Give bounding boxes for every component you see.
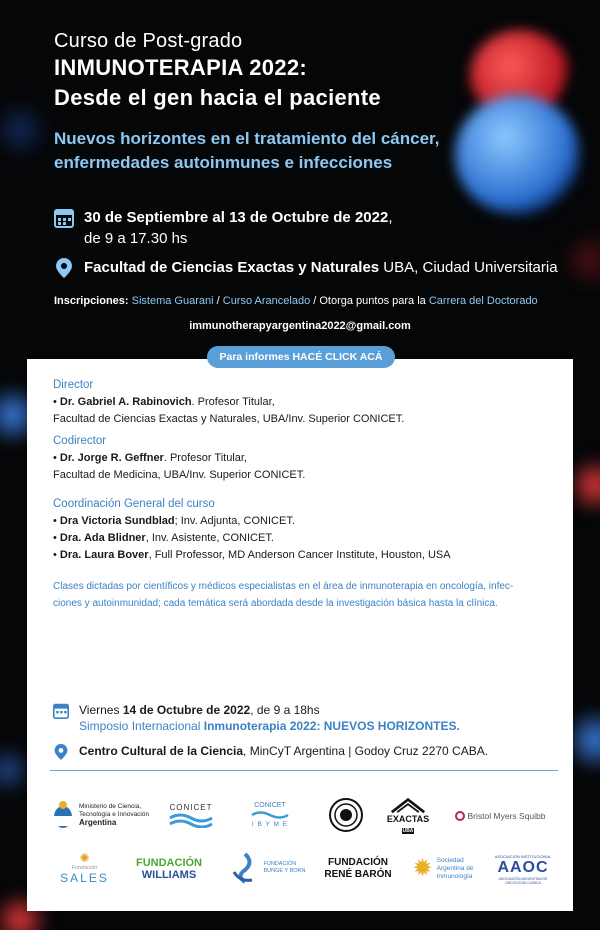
- aaoc-logo: [490, 852, 556, 886]
- symposium-name-bold: Inmunoterapia 2022: NUEVOS HORIZONTES.: [203, 719, 460, 733]
- closing-bold: L. Glimcher: [426, 660, 482, 671]
- venue-rest: , MinCyT Argentina | Godoy Cruz 2270 CABA.: [243, 744, 489, 758]
- symposium-name-pre: Simposio Internacional: [79, 719, 204, 733]
- contact-email[interactable]: immunotherapyargentina2022@gmail.com: [189, 320, 411, 332]
- dates-line2: de 9 a 17.30 hs: [84, 230, 188, 247]
- closing-text: (USA),: [481, 660, 515, 671]
- codirector-label: Codirector: [53, 435, 107, 447]
- sun-icon: ✺: [79, 851, 90, 865]
- symposium-date-post: , de 9 a 18hs: [250, 703, 320, 717]
- aaoc-sub: ASOCIACIÓN ARGENTINA DE ONCOLOGÍA CLÍNICA: [498, 876, 548, 885]
- venue-bold: Centro Cultural de la Ciencia: [79, 744, 244, 758]
- insc-label: Inscripciones:: [54, 295, 132, 307]
- location-row: [54, 257, 558, 279]
- member-name: Dra. Ada Blidner: [59, 532, 146, 544]
- classes-line2: ciones y autoinmunidad; cada temática será abordada desde la investigación básica hasta la clínica.: [53, 597, 498, 609]
- aaoc-text: AAOC: [497, 858, 549, 876]
- coordination-member: • Dra. Laura Bover, Full Professor, MD Anderson Cancer Institute, Houston, USA: [53, 549, 451, 561]
- closing-bold: S. Amigorena: [314, 660, 379, 671]
- conicet-waves-icon: [168, 812, 214, 828]
- member-name: Dra. Laura Bover: [59, 549, 149, 561]
- symposium-date-bold: 14 de Octubre de 2022: [122, 703, 251, 717]
- codirector-section: Codirector • Dr. Jorge R. Geffner. Profesor Titular, Facultad de Medicina, UBA/Inv. Superior CONICET.: [53, 433, 305, 484]
- conicet-ibyme-logo: [234, 797, 306, 833]
- closing-bold: Allison: [53, 660, 87, 671]
- coordination-section: [53, 496, 451, 564]
- bms-logo: [450, 808, 550, 824]
- closing-text: Como cierre del curso se invita a los alumnos al: [53, 627, 269, 638]
- classes-paragraph: [53, 579, 547, 612]
- baron-l1: FUNDACIÓN: [328, 857, 388, 868]
- closing-text: (USA; Premio Nobel Medicina),: [86, 660, 231, 671]
- calendar-icon: [54, 207, 74, 229]
- blue-cell-blob-2: [0, 100, 50, 160]
- location-pin-icon: [54, 257, 74, 279]
- saic-logo: [402, 852, 484, 886]
- info-button[interactable]: Para informes HACÉ CLICK ACÁ: [207, 346, 395, 368]
- ibyme-text: I B Y M E: [251, 821, 289, 828]
- closing-text: con la presencia de destacados científicos internacionales como los: [145, 643, 452, 655]
- dates-comma: ,: [388, 209, 393, 226]
- insc-sep2: / Otorga puntos para la: [310, 295, 429, 307]
- closing-bold: I. Melero: [166, 676, 208, 688]
- exactas-sub: UBA: [402, 828, 414, 834]
- member-role: ; Inv. Adjunta, CONICET.: [174, 515, 295, 527]
- closing-bold: Simposio internacional: Inmunoterapia 2022:: [268, 627, 482, 638]
- ibyme-waves-icon: [250, 809, 290, 821]
- closing-text: (España).: [207, 676, 254, 688]
- coat-of-arms-icon: [52, 800, 74, 830]
- inscriptions-line: [54, 295, 538, 307]
- saic-sun-icon: ✹: [412, 855, 433, 882]
- conicet-ibyme-top: CONICET: [254, 802, 286, 809]
- closing-text: (USA) e: [125, 676, 167, 688]
- closing-bold: Dres. J.: [451, 643, 488, 655]
- member-role: , Full Professor, MD Anderson Cancer Institute, Houston, USA: [148, 549, 451, 561]
- insc-sep1: /: [213, 295, 223, 307]
- seal-icon: [328, 797, 364, 833]
- bunge-born-mark-icon: [230, 852, 260, 884]
- conicet-logo: [162, 797, 220, 833]
- fundacion-sales-logo: [52, 850, 117, 886]
- fundacion-bunge-born-logo: [220, 850, 315, 886]
- sales-text: SALES: [60, 871, 109, 885]
- conicet-text: CONICET: [169, 802, 213, 812]
- subtitle-line1: Nuevos horizontes en el tratamiento del cáncer,: [54, 129, 440, 148]
- saic-l3: Inmunología: [436, 873, 473, 880]
- location-rest: UBA, Ciudad Universitaria: [379, 259, 558, 276]
- blue-cell-blob-5: [0, 740, 30, 800]
- insc-doctorate: Carrera del Doctorado: [428, 295, 538, 307]
- location-pin-icon: [53, 743, 69, 761]
- dates-row: [54, 207, 392, 249]
- symposium-date-pre: Viernes: [79, 703, 123, 717]
- member-name: Dra Victoria Sundblad: [59, 515, 175, 527]
- sales-top: Fundación: [71, 865, 98, 871]
- calendar-icon: [53, 702, 69, 720]
- aaoc-top: ASOCIACIÓN INSTITUCIONAL: [494, 853, 552, 859]
- coordination-member: • Dra Victoria Sundblad; Inv. Adjunta, CONICET.: [53, 515, 295, 527]
- title-line1: INMUNOTERAPIA 2022:: [54, 55, 308, 80]
- dates-line1: 30 de Septiembre al 13 de Octubre de 2022: [84, 209, 389, 226]
- codirector-name: Dr. Jorge R. Geffner: [59, 452, 164, 464]
- director-name: Dr. Gabriel A. Rabinovich: [59, 396, 192, 408]
- director-section: Director • Dr. Gabriel A. Rabinovich. Profesor Titular, Facultad de Ciencias Exactas y Naturales, UBA/Inv. Superior CONICET.: [53, 377, 404, 428]
- pre-title: Curso de Post-grado: [54, 30, 243, 52]
- title-line2: Desde el gen hacia el paciente: [54, 85, 381, 110]
- closing-text: (USA),: [278, 660, 315, 671]
- baron-l2: RENÉ BARÓN: [324, 869, 392, 880]
- member-role: , Inv. Asistente, CONICET.: [145, 532, 274, 544]
- saic-l1: Sociedad: [436, 857, 464, 864]
- coordination-member: • Dra. Ada Blidner, Inv. Asistente, CONICET.: [53, 532, 274, 544]
- header: [54, 30, 574, 175]
- williams-l2: WILLIAMS: [141, 869, 197, 881]
- fundacion-rene-baron-logo: [324, 854, 392, 884]
- closing-paragraph: [53, 625, 547, 691]
- closing-bold: Nuevos horizontes.: [53, 643, 146, 655]
- fundacion-williams-logo: [130, 854, 208, 884]
- exactas-logo: [380, 796, 436, 834]
- codirector-affiliation: Facultad de Medicina, UBA/Inv. Superior CONICET.: [53, 469, 306, 481]
- ministerio-l1: Ministerio de Ciencia,: [79, 803, 142, 810]
- divider: [50, 770, 558, 771]
- director-affiliation: Facultad de Ciencias Exactas y Naturales, UBA/Inv. Superior CONICET.: [53, 413, 405, 425]
- director-label: Director: [53, 379, 94, 391]
- director-role: . Profesor Titular,: [191, 396, 275, 408]
- symposium-date-row: [53, 702, 460, 734]
- bunge-l1: FUNDACIÓN: [263, 861, 297, 867]
- codirector-role: . Profesor Titular,: [163, 452, 247, 464]
- symposium-venue-row: [53, 743, 488, 761]
- ministerio-l3: Argentina: [79, 818, 117, 827]
- exactas-roof-icon: [386, 796, 430, 814]
- exactas-text: EXACTAS: [386, 814, 430, 824]
- saic-l2: Argentina de: [436, 865, 474, 872]
- bms-text: Bristol Myers Squibb: [467, 811, 546, 821]
- bms-mark-icon: [455, 810, 465, 822]
- subtitle-line2: enfermedades autoinmunes e infecciones: [54, 153, 393, 172]
- blue-cell-blob-4: [570, 700, 600, 780]
- uba-seal-logo: [327, 796, 365, 834]
- subtitle: [54, 127, 574, 175]
- ministerio-logo: [52, 795, 157, 835]
- insc-fee: Curso Arancelado: [222, 295, 311, 307]
- classes-line1: Clases dictadas por científicos y médicos especialistas en el área de inmunoterapia en oncología, infec-: [53, 581, 514, 592]
- red-cell-blob-2: [560, 230, 600, 290]
- williams-l1: FUNDACIÓN: [136, 857, 202, 869]
- location-bold: Facultad de Ciencias Exactas y Naturales: [84, 259, 380, 276]
- closing-text: (Francia),: [378, 660, 427, 671]
- coordination-label: Coordinación General del curso: [53, 498, 215, 510]
- closing-bold: Dr. L. Steinman: [53, 676, 126, 688]
- ministerio-l2: Tecnología e Innovación: [79, 811, 150, 818]
- closing-bold: P. Sharma: [230, 660, 279, 671]
- red-cell-blob-3: [570, 450, 600, 520]
- bunge-l2: BUNGE Y BORN: [263, 868, 306, 874]
- insc-system[interactable]: Sistema Guarani: [131, 295, 214, 307]
